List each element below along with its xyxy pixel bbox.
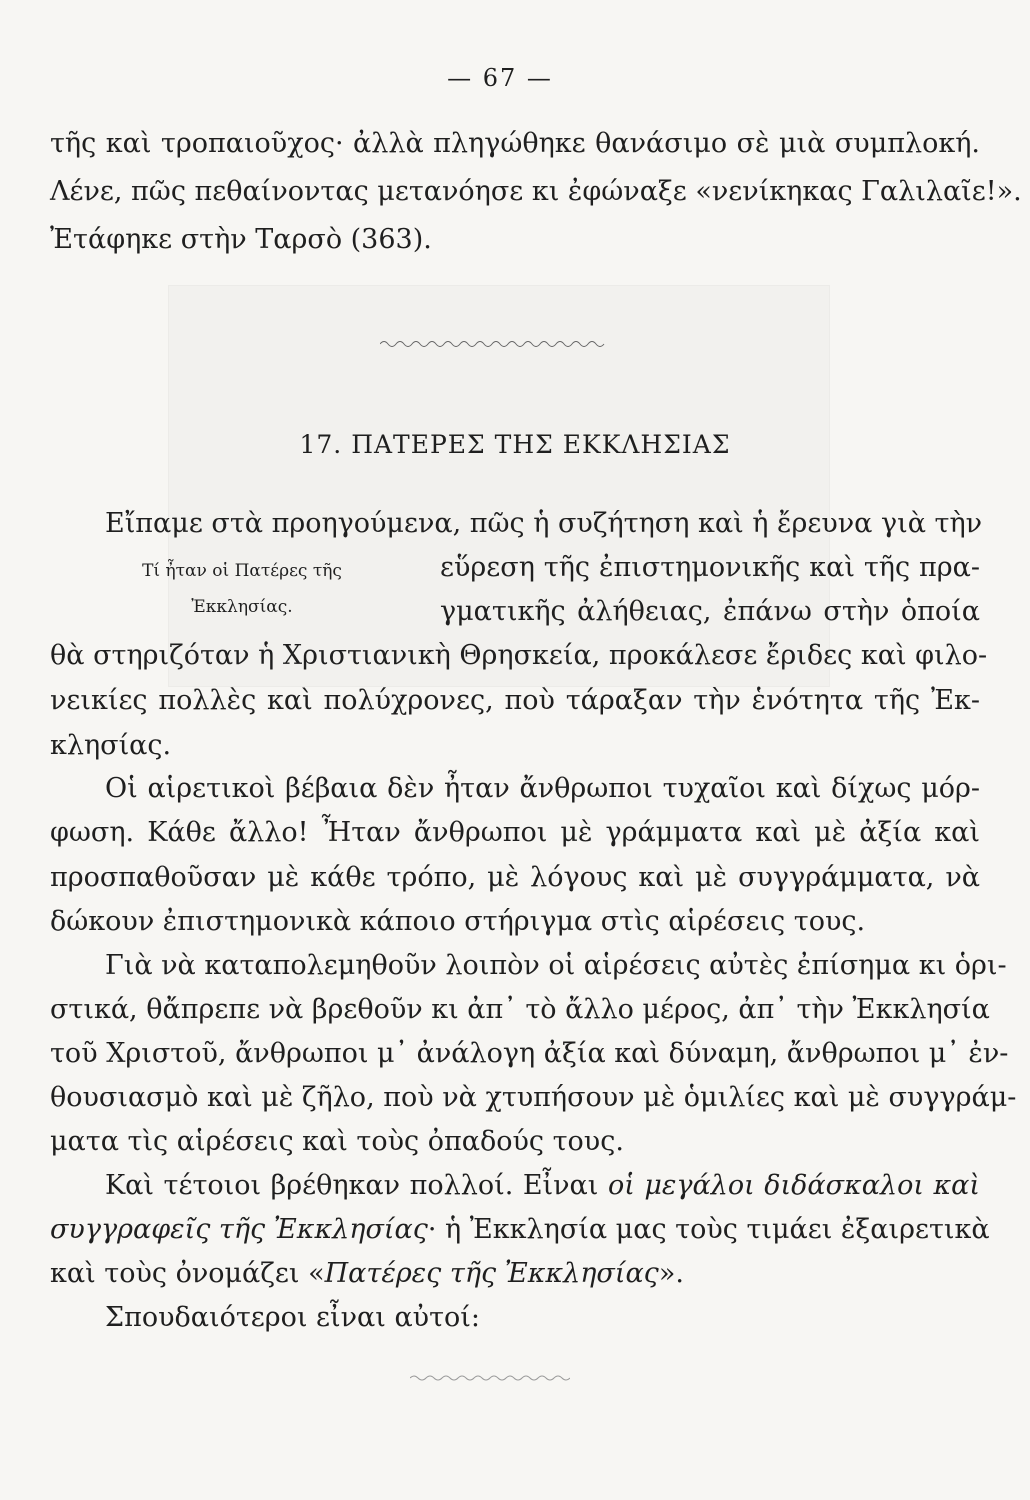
ornament-underline [410,1372,570,1384]
text-line: τῆς καὶ τροπαιοῦχος· ἀλλὰ πληγώθηκε θανάσιμο σὲ μιὰ συμπλοκή. [50,128,980,159]
text-line [50,1258,980,1290]
ornament-divider [380,338,610,350]
section-heading: 17. ΠΑΤΕΡΕΣ ΤΗΣ ΕΚΚΛΗΣΙΑΣ [299,430,731,459]
text-line: Σπουδαιότεροι εἶναι αὐτοί: [105,1302,480,1333]
text-span: ». [658,1258,684,1289]
margin-note: Ἐκκλησίας. [191,597,293,617]
italic-span: οἱ μεγάλοι διδάσκαλοι καὶ [607,1170,980,1201]
page-number: — 67 — [447,64,553,92]
text-span: καὶ τοὺς ὀνομάζει « [50,1258,325,1289]
text-line: Εἴπαμε στὰ προηγούμενα, πῶς ἡ συζήτηση καὶ ἡ ἔρευνα γιὰ τὴν [105,508,983,539]
text-span: · ἡ Ἐκκλησία μας τοὺς τιμάει ἐξαιρετικὰ [427,1214,990,1245]
text-line [50,1214,990,1246]
italic-span: Πατέρες τῆς Ἐκκλησίας [324,1258,659,1289]
text-line: γματικῆς ἀλήθειας, ἐπάνω στὴν ὁποία [440,596,980,627]
italic-span: συγγραφεῖς τῆς Ἐκκλησίας [50,1214,428,1245]
text-line: κλησίας. [50,730,172,761]
text-line: τοῦ Χριστοῦ, ἄνθρωποι μ᾽ ἀνάλογη ἀξία καὶ δύναμη, ἄνθρωποι μ᾽ ἐν- [50,1038,1009,1069]
text-line: προσπαθοῦσαν μὲ κάθε τρόπο, μὲ λόγους καὶ μὲ συγγράμματα, νὰ [50,862,980,893]
text-line: Λένε, πῶς πεθαίνοντας μετανόησε κι ἐφώναξε «νενίκηκας Γαλιλαῖε!». [50,176,1022,207]
text-line: δώκουν ἐπιστημονικὰ κάποιο στήριγμα στὶς αἱρέσεις τους. [50,906,866,937]
text-line: Οἱ αἱρετικοὶ βέβαια δὲν ἦταν ἄνθρωποι τυχαῖοι καὶ δίχως μόρ- [105,773,980,804]
text-line: νεικίες πολλὲς καὶ πολύχρονες, ποὺ τάραξαν τὴν ἑνότητα τῆς Ἐκ- [50,685,980,716]
text-line: θὰ στηριζόταν ἡ Χριστιανικὴ Θρησκεία, προκάλεσε ἔριδες καὶ φιλο- [50,640,988,671]
text-line: στικά, θἄπρεπε νὰ βρεθοῦν κι ἀπ᾽ τὸ ἄλλο μέρος, ἀπ᾽ τὴν Ἐκκλησία [50,994,990,1025]
text-line: θουσιασμὸ καὶ μὲ ζῆλο, ποὺ νὰ χτυπήσουν μὲ ὁμιλίες καὶ μὲ συγγράμ- [50,1082,1017,1113]
text-line: φωση. Κάθε ἄλλο! Ἦταν ἄνθρωποι μὲ γράμματα καὶ μὲ ἀξία καὶ [50,817,980,848]
margin-note: Τί ἦταν οἱ Πατέρες τῆς [142,561,342,581]
text-line: εὕρεση τῆς ἐπιστημονικῆς καὶ τῆς πρα- [440,552,980,583]
text-span: Καὶ τέτοιοι βρέθηκαν πολλοί. Εἶναι [105,1170,608,1201]
text-line: Ἐτάφηκε στὴν Ταρσὸ (363). [50,224,432,255]
text-line: Γιὰ νὰ καταπολεμηθοῦν λοιπὸν οἱ αἱρέσεις αὐτὲς ἐπίσημα κι ὁρι- [105,950,1007,981]
text-line [105,1170,980,1202]
text-line: ματα τὶς αἱρέσεις καὶ τοὺς ὀπαδούς τους. [50,1126,624,1157]
